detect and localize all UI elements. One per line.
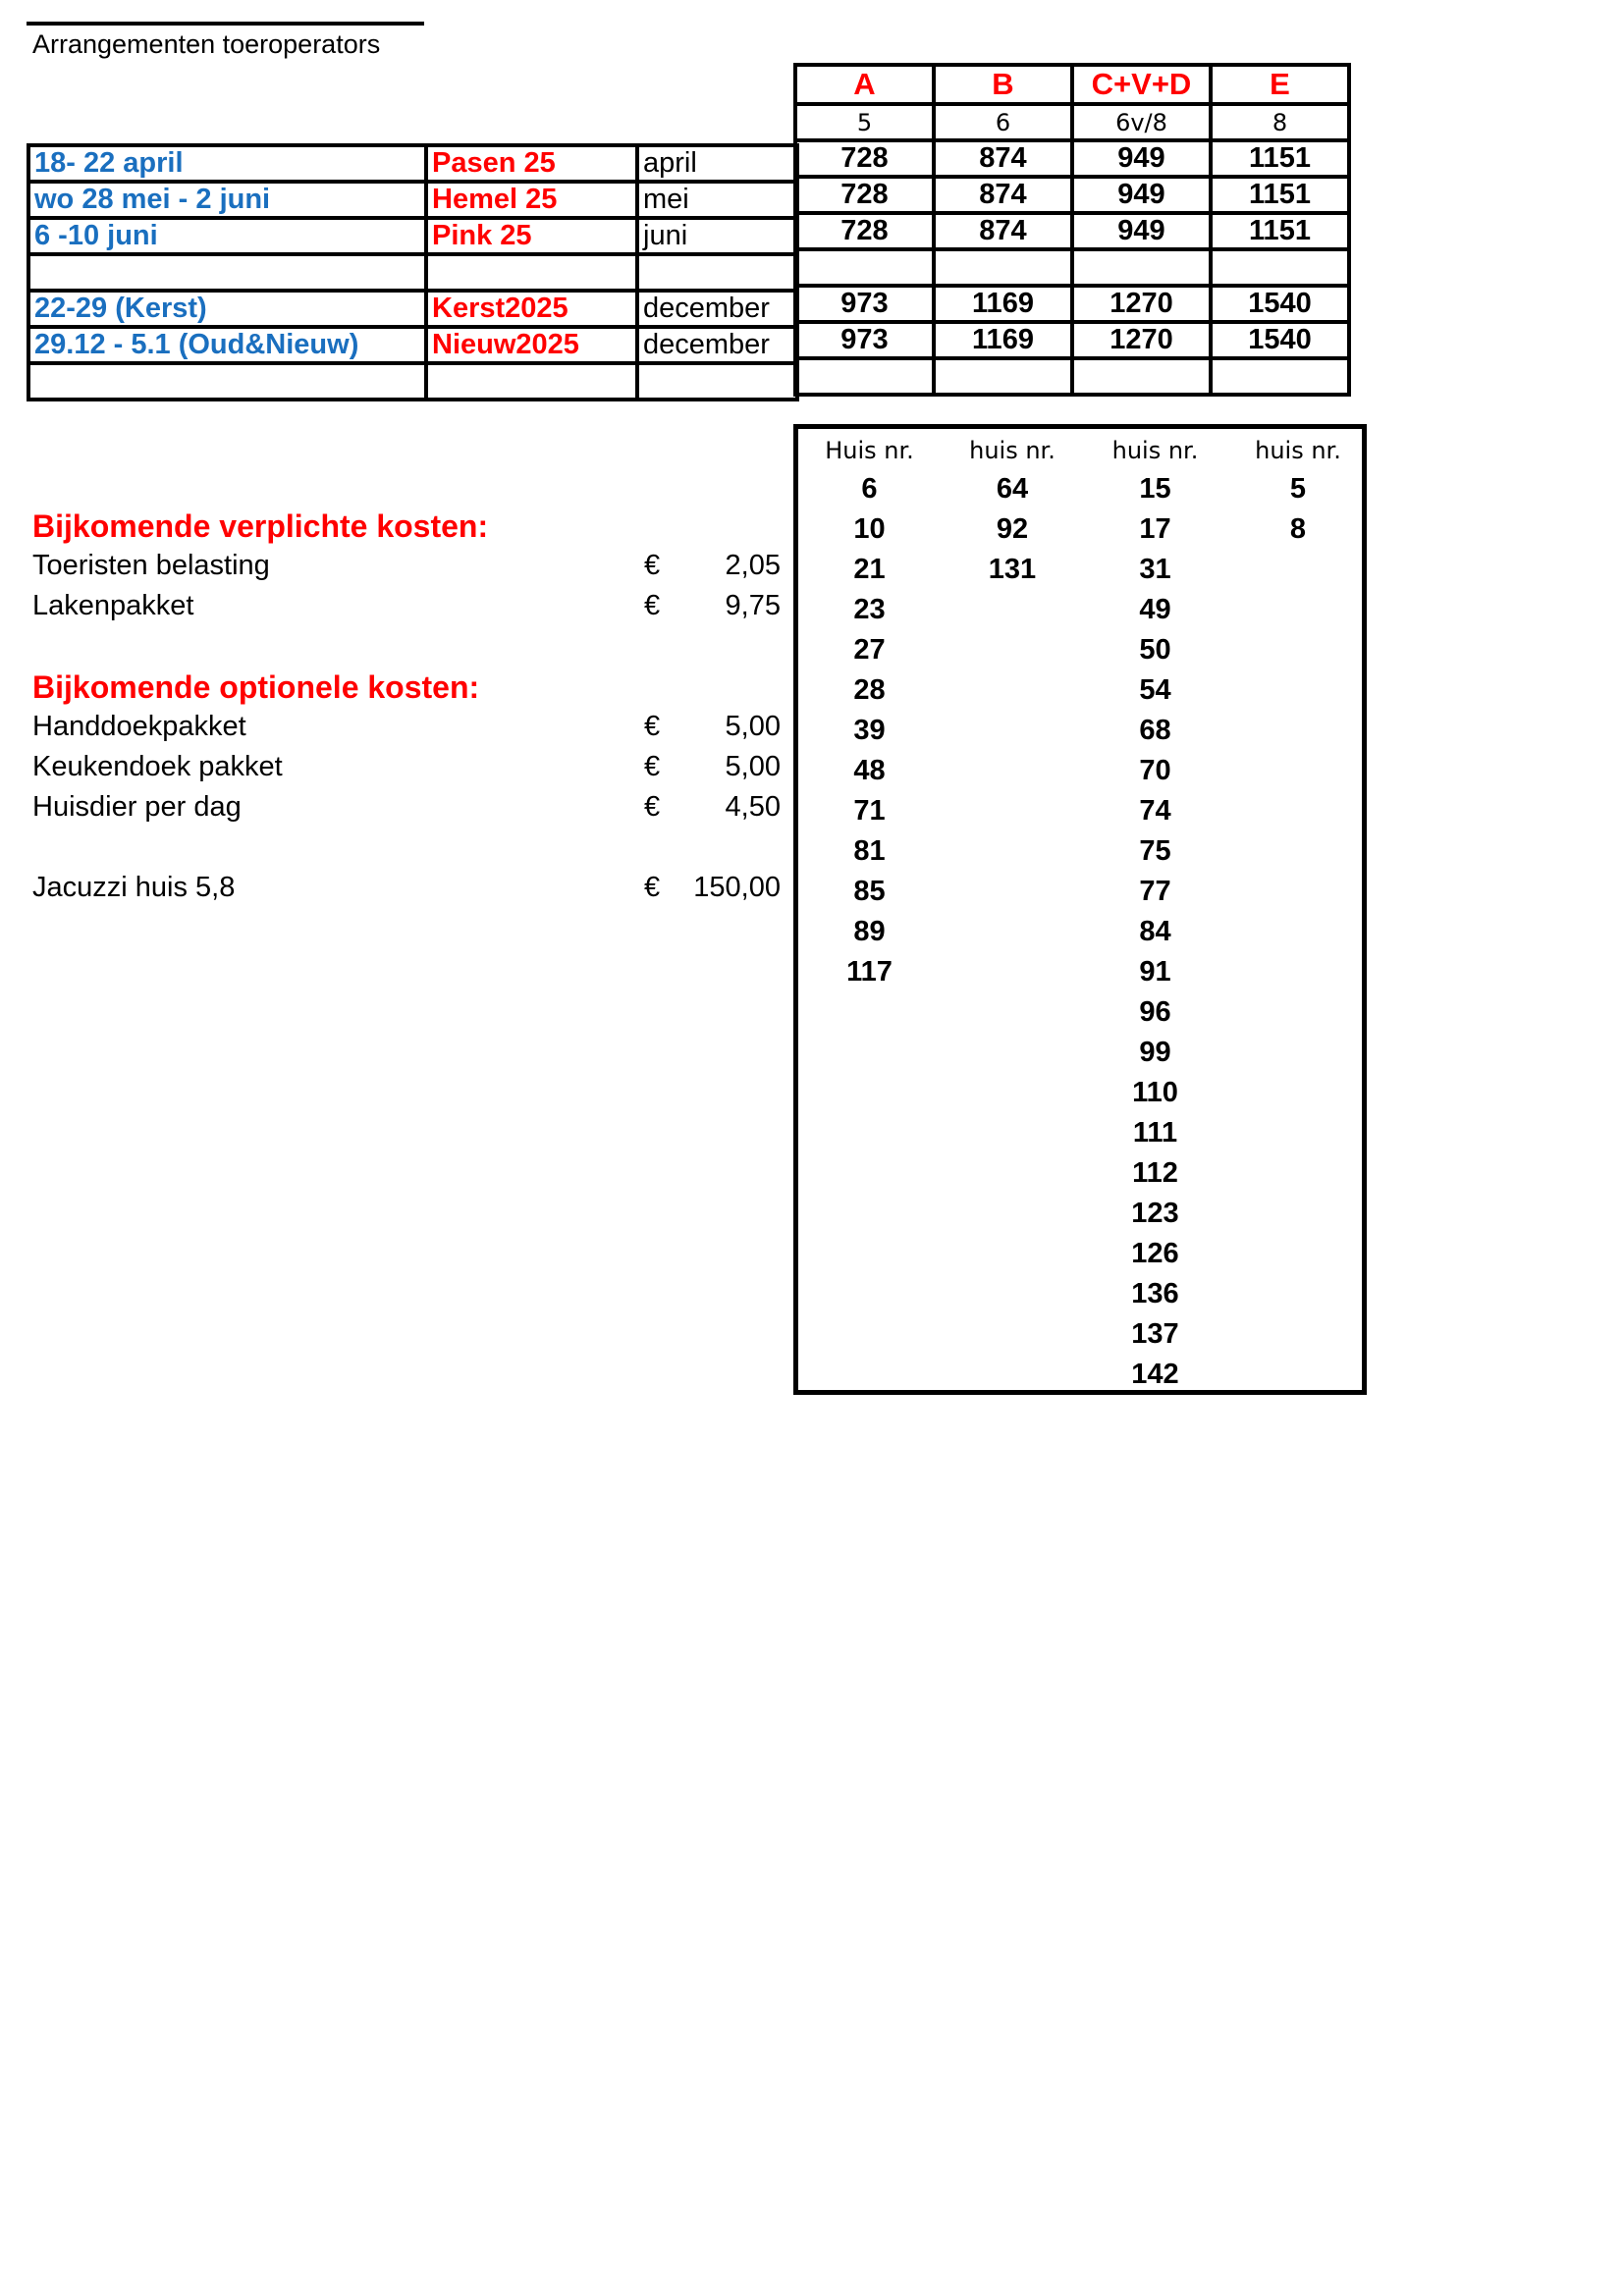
house-number: 89	[853, 916, 886, 947]
house-number: 6	[861, 473, 878, 505]
house-number: 10	[853, 513, 886, 545]
house-number: 23	[853, 594, 886, 625]
price-cell: 728	[795, 177, 934, 213]
cost-amount: 2,05	[725, 550, 781, 581]
house-column	[798, 429, 941, 992]
price-cell: 1540	[1211, 322, 1349, 358]
house-number: 112	[1132, 1157, 1178, 1189]
house-number: 5	[1289, 473, 1307, 505]
price-cell: 1151	[1211, 213, 1349, 249]
price-cell	[1072, 358, 1211, 395]
price-cell: 949	[1072, 177, 1211, 213]
price-cell: 973	[795, 286, 934, 322]
category-name: A	[795, 65, 934, 104]
persons-row	[795, 104, 1349, 140]
arrangements-table	[27, 143, 799, 401]
house-number: 77	[1139, 876, 1171, 907]
cost-amount: 5,00	[725, 711, 781, 742]
code-cell: Kerst2025	[426, 291, 637, 327]
arrangement-row	[28, 363, 797, 400]
house-number: 136	[1131, 1278, 1179, 1309]
price-cell	[934, 358, 1072, 395]
house-column-header: Huis nr.	[825, 437, 914, 464]
category-persons: 8	[1211, 104, 1349, 140]
house-column	[1084, 429, 1226, 1395]
house-number: 54	[1139, 674, 1171, 706]
period-cell: 29.12 - 5.1 (Oud&Nieuw)	[28, 327, 426, 363]
house-column	[942, 429, 1084, 590]
house-number: 117	[846, 956, 893, 988]
month-cell: april	[637, 145, 797, 182]
price-cell: 1540	[1211, 286, 1349, 322]
price-cell: 973	[795, 322, 934, 358]
price-cell: 1270	[1072, 286, 1211, 322]
code-cell: Pink 25	[426, 218, 637, 254]
price-cell: 1151	[1211, 140, 1349, 177]
price-row	[795, 286, 1349, 322]
price-row	[795, 249, 1349, 286]
price-cell: 1151	[1211, 177, 1349, 213]
price-cell	[1211, 358, 1349, 395]
code-cell	[426, 363, 637, 400]
price-cell	[795, 249, 934, 286]
price-row	[795, 177, 1349, 213]
code-cell: Nieuw2025	[426, 327, 637, 363]
house-number: 99	[1139, 1037, 1171, 1068]
period-cell: 18- 22 april	[28, 145, 426, 182]
price-table	[793, 63, 1351, 397]
house-number: 17	[1139, 513, 1171, 545]
house-number: 111	[1132, 1117, 1178, 1148]
house-number: 8	[1289, 513, 1307, 545]
price-cell	[934, 249, 1072, 286]
house-number: 71	[853, 795, 886, 827]
house-number: 21	[853, 554, 886, 585]
house-column-header: huis nr.	[1255, 437, 1341, 464]
page-title: Arrangementen toeroperators	[32, 29, 381, 59]
euro-sign: €	[644, 550, 661, 581]
house-number: 27	[853, 634, 886, 666]
month-cell: december	[637, 327, 797, 363]
price-cell: 874	[934, 213, 1072, 249]
price-row	[795, 140, 1349, 177]
euro-sign: €	[644, 751, 661, 782]
cost-label: Keukendoek pakket	[32, 751, 283, 782]
arrangement-row	[28, 291, 797, 327]
house-number: 31	[1139, 554, 1171, 585]
category-persons: 5	[795, 104, 934, 140]
period-cell: 22-29 (Kerst)	[28, 291, 426, 327]
house-numbers-box	[793, 424, 1367, 1395]
price-cell: 949	[1072, 140, 1211, 177]
house-number: 28	[853, 674, 886, 706]
euro-sign: €	[644, 590, 661, 621]
house-number: 39	[853, 715, 886, 746]
house-number: 96	[1139, 996, 1171, 1028]
title-rule	[27, 22, 424, 26]
month-cell	[637, 254, 797, 291]
code-cell	[426, 254, 637, 291]
optional-costs-heading: Bijkomende optionele kosten:	[32, 669, 480, 705]
category-persons: 6v/8	[1072, 104, 1211, 140]
arrangement-row	[28, 218, 797, 254]
cost-amount: 150,00	[693, 872, 781, 903]
period-cell	[28, 363, 426, 400]
euro-sign: €	[644, 872, 661, 903]
house-number: 50	[1139, 634, 1171, 666]
house-column-header: huis nr.	[969, 437, 1056, 464]
month-cell: december	[637, 291, 797, 327]
code-cell: Hemel 25	[426, 182, 637, 218]
arrangement-row	[28, 145, 797, 182]
cost-label: Jacuzzi huis 5,8	[32, 872, 236, 903]
arrangement-row	[28, 254, 797, 291]
house-number: 64	[996, 473, 1029, 505]
mandatory-costs-heading: Bijkomende verplichte kosten:	[32, 508, 489, 544]
price-cell: 728	[795, 140, 934, 177]
price-cell: 1270	[1072, 322, 1211, 358]
house-number: 123	[1131, 1198, 1179, 1229]
price-cell: 1169	[934, 322, 1072, 358]
house-number: 81	[853, 835, 886, 867]
house-number: 48	[853, 755, 886, 786]
period-cell: 6 -10 juni	[28, 218, 426, 254]
period-cell	[28, 254, 426, 291]
price-cell: 949	[1072, 213, 1211, 249]
code-cell: Pasen 25	[426, 145, 637, 182]
house-number: 84	[1139, 916, 1171, 947]
price-cell	[1072, 249, 1211, 286]
house-number: 142	[1131, 1359, 1179, 1390]
cost-amount: 5,00	[725, 751, 781, 782]
category-name: B	[934, 65, 1072, 104]
house-number: 15	[1139, 473, 1171, 505]
cost-label: Huisdier per dag	[32, 791, 242, 823]
cost-label: Lakenpakket	[32, 590, 194, 621]
price-cell: 874	[934, 140, 1072, 177]
house-number: 74	[1139, 795, 1171, 827]
price-cell: 1169	[934, 286, 1072, 322]
house-number: 91	[1139, 956, 1171, 988]
category-persons: 6	[934, 104, 1072, 140]
price-cell: 728	[795, 213, 934, 249]
house-number: 85	[853, 876, 886, 907]
month-cell	[637, 363, 797, 400]
house-number: 92	[996, 513, 1029, 545]
house-number: 75	[1139, 835, 1171, 867]
euro-sign: €	[644, 711, 661, 742]
house-number: 131	[988, 554, 1037, 585]
period-cell: wo 28 mei - 2 juni	[28, 182, 426, 218]
price-cell: 874	[934, 177, 1072, 213]
price-row	[795, 213, 1349, 249]
price-cell	[1211, 249, 1349, 286]
cost-label: Toeristen belasting	[32, 550, 270, 581]
house-column	[1227, 429, 1370, 550]
category-header-row	[795, 65, 1349, 104]
house-number: 126	[1131, 1238, 1179, 1269]
house-column-header: huis nr.	[1111, 437, 1199, 464]
category-name: E	[1211, 65, 1349, 104]
month-cell: juni	[637, 218, 797, 254]
cost-amount: 4,50	[725, 791, 781, 823]
arrangement-row	[28, 327, 797, 363]
arrangement-row	[28, 182, 797, 218]
month-cell: mei	[637, 182, 797, 218]
price-cell	[795, 358, 934, 395]
price-row	[795, 358, 1349, 395]
house-number: 68	[1139, 715, 1171, 746]
house-number: 70	[1139, 755, 1171, 786]
house-number: 49	[1139, 594, 1171, 625]
cost-label: Handdoekpakket	[32, 711, 246, 742]
price-row	[795, 322, 1349, 358]
house-number: 137	[1131, 1318, 1179, 1350]
house-number: 110	[1132, 1077, 1178, 1108]
cost-amount: 9,75	[725, 590, 781, 621]
euro-sign: €	[644, 791, 661, 823]
category-name: C+V+D	[1072, 65, 1211, 104]
